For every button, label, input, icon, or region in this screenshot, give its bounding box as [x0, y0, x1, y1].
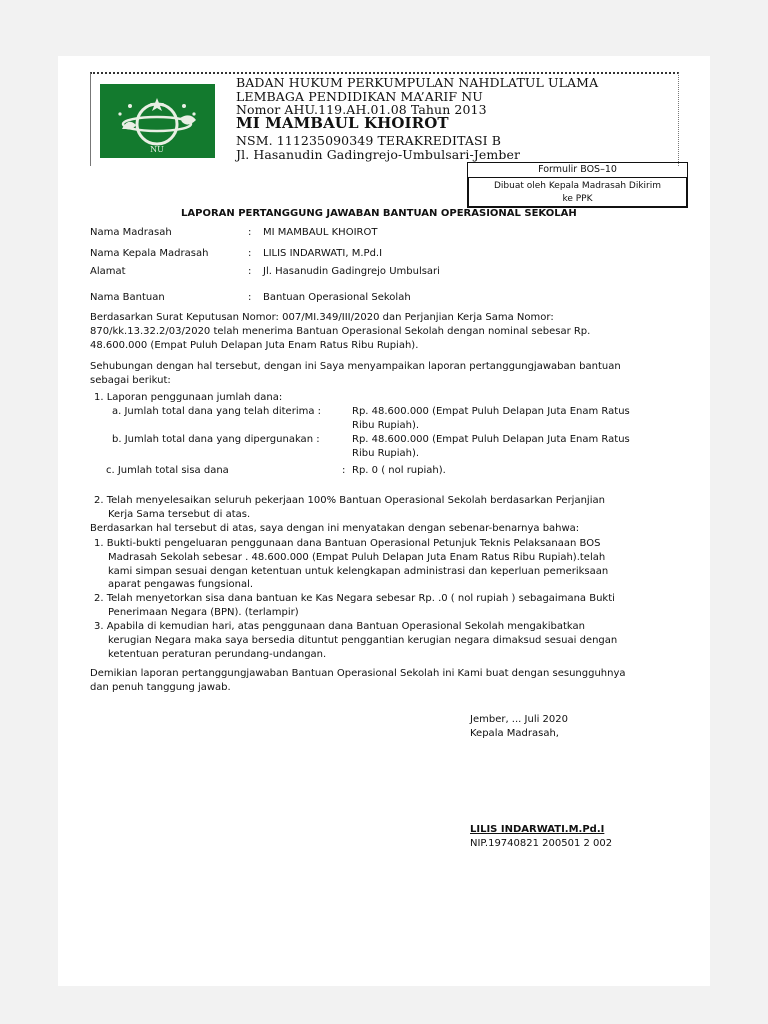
item2-line-2: Kerja Sama tersebut di atas.	[108, 509, 251, 520]
statement-2-line-2: Penerimaan Negara (BPN). (terlampir)	[108, 607, 299, 618]
statement-3-line-1: 3. Apabila di kemudian hari, atas penggunaan dana Bantuan Operasional Sekolah mengakibatkan	[94, 621, 585, 632]
para2-line-2: sebagai berikut:	[90, 375, 171, 386]
signature-role: Kepala Madrasah,	[470, 728, 559, 739]
sep-nama-madrasah: :	[248, 227, 252, 238]
nu-logo-icon	[100, 84, 215, 158]
school-address: Jl. Hasanudin Gadingrejo-Umbulsari-Jember	[236, 147, 521, 162]
form-note-line-2: ke PPK	[562, 194, 593, 204]
funds-b-value-2: Ribu Rupiah).	[352, 448, 420, 459]
label-nama-bantuan: Nama Bantuan	[90, 292, 165, 303]
letterhead-line-1: BADAN HUKUM PERKUMPULAN NAHDLATUL ULAMA	[236, 75, 599, 90]
para1-line-2: 870/kk.13.32.2/03/2020 telah menerima Bantuan Operasional Sekolah dengan nominal sebesar Rp.	[90, 326, 591, 337]
statement-3-line-3: ketentuan peraturan perundang-undangan.	[108, 649, 327, 660]
closing-line-2: dan penuh tanggung jawab.	[90, 682, 231, 693]
statement-intro: Berdasarkan hal tersebut di atas, saya dengan ini menyatakan dengan sebenar-benarnya bahwa:	[90, 523, 580, 534]
para1-line-3: 48.600.000 (Empat Puluh Delapan Juta Enam Ratus Ribu Rupiah).	[90, 340, 419, 351]
svg-text:NU: NU	[150, 145, 164, 154]
sep-nama-kepala: :	[248, 248, 252, 259]
statement-1-line-4: aparat pengawas fungsional.	[108, 579, 254, 590]
label-nama-kepala: Nama Kepala Madrasah	[90, 248, 209, 259]
funds-a-label: a. Jumlah total dana yang telah diterima :	[112, 406, 322, 417]
value-alamat: Jl. Hasanudin Gadingrejo Umbulsari	[263, 266, 440, 277]
letterhead-line-2: LEMBAGA PENDIDIKAN MA’ARIF NU	[236, 89, 483, 104]
form-note-line-1: Dibuat oleh Kepala Madrasah Dikirim	[493, 181, 662, 191]
value-nama-bantuan: Bantuan Operasional Sekolah	[263, 292, 411, 303]
document-page	[58, 56, 710, 986]
funds-heading: 1. Laporan penggunaan jumlah dana:	[94, 392, 283, 403]
label-nama-madrasah: Nama Madrasah	[90, 227, 172, 238]
signature-name: LILIS INDARWATI.M.Pd.I	[470, 824, 605, 835]
funds-b-value-1: Rp. 48.600.000 (Empat Puluh Delapan Juta Enam Ratus	[352, 434, 630, 445]
value-nama-kepala: LILIS INDARWATI, M.Pd.I	[263, 248, 383, 259]
form-note	[467, 178, 688, 208]
school-nsm: NSM. 111235090349 TERAKREDITASI B	[236, 133, 502, 148]
statement-1-line-1: 1. Bukti-bukti pengeluaran penggunaan dana Bantuan Operasional Petunjuk Teknis Pelaksanaan BOS	[94, 538, 601, 549]
report-title: LAPORAN PERTANGGUNG JAWABAN BANTUAN OPERASIONAL SEKOLAH	[181, 208, 577, 219]
funds-c-label: c. Jumlah total sisa dana	[106, 465, 229, 476]
signature-place-date: Jember, ... Juli 2020	[470, 714, 568, 725]
letterhead	[90, 72, 679, 166]
funds-b-label: b. Jumlah total dana yang dipergunakan :	[112, 434, 320, 445]
statement-3-line-2: kerugian Negara maka saya bersedia dituntut penggantian kerugian negara dimaksud sesuai dengan	[108, 635, 618, 646]
school-name: MI MAMBAUL KHOIROT	[236, 114, 449, 132]
letterhead-line-3: Nomor AHU.119.AH.01.08 Tahun 2013	[236, 102, 487, 117]
statement-2-line-1: 2. Telah menyetorkan sisa dana bantuan ke Kas Negara sebesar Rp. .0 ( nol rupiah ) sebagaimana Bukti	[94, 593, 615, 604]
value-nama-madrasah: MI MAMBAUL KHOIROT	[263, 227, 378, 238]
para1-line-1: Berdasarkan Surat Keputusan Nomor: 007/MI.349/III/2020 dan Perjanjian Kerja Sama Nomor:	[90, 312, 554, 323]
form-code: Formulir BOS–10	[467, 162, 688, 178]
statement-1-line-2: Madrasah Sekolah sebesar . 48.600.000 (Empat Puluh Delapan Juta Enam Ratus Ribu Rupiah).telah	[108, 552, 606, 563]
funds-a-value-1: Rp. 48.600.000 (Empat Puluh Delapan Juta Enam Ratus	[352, 406, 630, 417]
nu-logo	[100, 84, 215, 158]
para2-line-1: Sehubungan dengan hal tersebut, dengan ini Saya menyampaikan laporan pertanggungjawaban bantuan	[90, 361, 621, 372]
form-code-box	[467, 162, 688, 208]
sep-alamat: :	[248, 266, 252, 277]
label-alamat: Alamat	[90, 266, 126, 277]
item2-line-1: 2. Telah menyelesaikan seluruh pekerjaan 100% Bantuan Operasional Sekolah berdasarkan Perjanjian	[94, 495, 605, 506]
statement-1-line-3: kami simpan sesuai dengan ketentuan untuk kelengkapan administrasi dan keperluan pemeriksaan	[108, 566, 609, 577]
signature-nip: NIP.19740821 200501 2 002	[470, 838, 613, 849]
closing-line-1: Demikian laporan pertanggungjawaban Bantuan Operasional Sekolah ini Kami buat dengan sesungguhnya	[90, 668, 626, 679]
sep-nama-bantuan: :	[248, 292, 252, 303]
funds-a-value-2: Ribu Rupiah).	[352, 420, 420, 431]
funds-c-sep: :	[342, 465, 346, 476]
funds-c-value: Rp. 0 ( nol rupiah).	[352, 465, 446, 476]
